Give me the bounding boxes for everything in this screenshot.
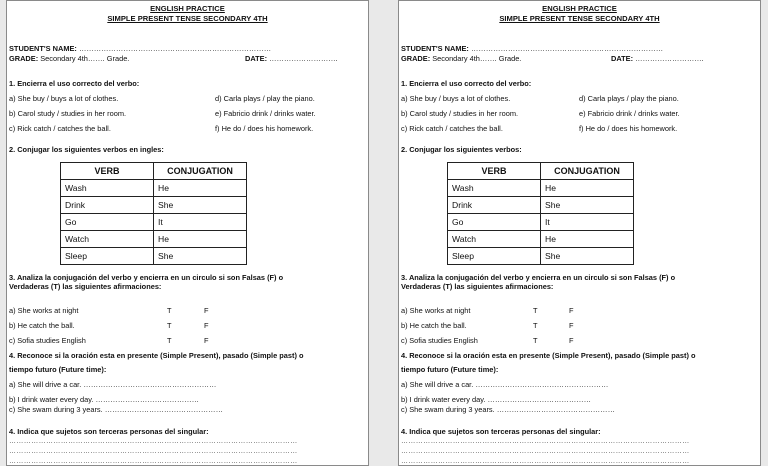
false-option: F — [569, 336, 574, 345]
col-verb: VERB — [448, 163, 541, 180]
table-row: Sleep She — [448, 248, 634, 265]
q1-item: a) She buy / buys a lot of clothes. — [9, 94, 119, 103]
date-line: DATE: ………………………. — [245, 54, 338, 63]
true-option: T — [167, 336, 172, 345]
table-header-row — [448, 163, 634, 180]
q3-heading-cont: Verdaderas (T) las siguientes afirmaciones: — [401, 282, 554, 291]
grade-line: GRADE: Secondary 4th……. Grade. — [401, 54, 522, 63]
q1-heading: 1. Encierra el uso correcto del verbo: — [401, 79, 532, 88]
q4-item: a) She will drive a car. ……………………………………………… — [401, 380, 609, 389]
q4-item: c) She swam during 3 years. ………………………………………… — [9, 405, 223, 414]
true-option: T — [533, 336, 538, 345]
worksheet-title: ENGLISH PRACTICE — [542, 4, 617, 13]
false-option: F — [204, 306, 209, 315]
true-option: T — [533, 306, 538, 315]
q2-heading: 2. Conjugar los siguientes verbos: — [401, 145, 522, 154]
grade-line: GRADE: Secondary 4th……. Grade. — [9, 54, 130, 63]
false-option: F — [569, 306, 574, 315]
table-row: Go It — [448, 214, 634, 231]
q1-item: d) Carla plays / play the piano. — [579, 94, 679, 103]
q3-item: b) He catch the ball. — [401, 321, 467, 330]
q4-heading: 4. Reconoce si la oración esta en presente (Simple Present), pasado (Simple past) o — [401, 351, 696, 360]
q1-item: f) He do / does his homework. — [215, 124, 314, 133]
answer-line: ……………………………………………………………………………………………………… — [9, 458, 298, 465]
q4-item: c) She swam during 3 years. ………………………………………… — [401, 405, 615, 414]
table-row: Watch He — [61, 231, 247, 248]
q3-item: a) She works at night — [401, 306, 471, 315]
q4-heading: 4. Reconoce si la oración esta en presente (Simple Present), pasado (Simple past) o — [9, 351, 304, 360]
table-row: Drink She — [448, 197, 634, 214]
true-option: T — [167, 306, 172, 315]
verb-table — [60, 162, 247, 265]
q3-item: c) Sofia studies English — [401, 336, 478, 345]
false-option: F — [569, 321, 574, 330]
q2-heading: 2. Conjugar los siguientes verbos en ingles: — [9, 145, 164, 154]
table-row: Go It — [61, 214, 247, 231]
q5-heading: 4. Indica que sujetos son terceras personas del singular: — [401, 427, 601, 436]
table-header-row — [61, 163, 247, 180]
worksheet-subtitle: SIMPLE PRESENT TENSE SECONDARY 4TH — [499, 14, 660, 23]
q1-item: c) Rick catch / catches the ball. — [9, 124, 111, 133]
verb-table — [447, 162, 634, 265]
false-option: F — [204, 321, 209, 330]
col-conjugation: CONJUGATION — [541, 163, 634, 180]
table-row: Drink She — [61, 197, 247, 214]
q1-item: e) Fabricio drink / drinks water. — [579, 109, 680, 118]
q3-heading-cont: Verdaderas (T) las siguientes afirmaciones: — [9, 282, 162, 291]
student-name-line: STUDENT'S NAME: …………………………………………………………………… — [9, 44, 272, 53]
q3-item: a) She works at night — [9, 306, 79, 315]
worksheet-title: ENGLISH PRACTICE — [150, 4, 225, 13]
q3-heading: 3. Analiza la conjugación del verbo y encierra en un circulo si son Falsas (F) o — [401, 273, 676, 282]
q1-item: a) She buy / buys a lot of clothes. — [401, 94, 511, 103]
false-option: F — [204, 336, 209, 345]
date-line: DATE: ………………………. — [611, 54, 704, 63]
q1-item: c) Rick catch / catches the ball. — [401, 124, 503, 133]
q5-heading: 4. Indica que sujetos son terceras personas del singular: — [9, 427, 209, 436]
q4-heading-cont: tiempo futuro (Future time): — [9, 365, 107, 374]
q1-item: d) Carla plays / play the piano. — [215, 94, 315, 103]
table-row: Wash He — [61, 180, 247, 197]
col-conjugation: CONJUGATION — [154, 163, 247, 180]
q4-item: b) I drink water every day. …………………………………… — [9, 395, 199, 404]
q1-heading: 1. Encierra el uso correcto del verbo: — [9, 79, 140, 88]
answer-line: ……………………………………………………………………………………………………… — [401, 438, 690, 445]
table-row: Sleep She — [61, 248, 247, 265]
answer-line: ……………………………………………………………………………………………………… — [9, 448, 298, 455]
worksheet-right — [398, 0, 761, 466]
table-row: Watch He — [448, 231, 634, 248]
q3-heading: 3. Analiza la conjugación del verbo y encierra en un circulo si son Falsas (F) o — [9, 273, 284, 282]
q4-item: b) I drink water every day. …………………………………… — [401, 395, 591, 404]
true-option: T — [167, 321, 172, 330]
q4-item: a) She will drive a car. ……………………………………………… — [9, 380, 217, 389]
q1-item: f) He do / does his homework. — [579, 124, 678, 133]
q3-item: b) He catch the ball. — [9, 321, 75, 330]
true-option: T — [533, 321, 538, 330]
q1-item: e) Fabricio drink / drinks water. — [215, 109, 316, 118]
worksheet-subtitle: SIMPLE PRESENT TENSE SECONDARY 4TH — [107, 14, 268, 23]
q1-item: b) Carol study / studies in her room. — [401, 109, 519, 118]
col-verb: VERB — [61, 163, 154, 180]
q4-heading-cont: tiempo futuro (Future time): — [401, 365, 499, 374]
answer-line: ……………………………………………………………………………………………………… — [401, 458, 690, 465]
q3-item: c) Sofia studies English — [9, 336, 86, 345]
worksheet-left — [6, 0, 369, 466]
student-name-line: STUDENT'S NAME: …………………………………………………………………… — [401, 44, 664, 53]
q1-item: b) Carol study / studies in her room. — [9, 109, 127, 118]
answer-line: ……………………………………………………………………………………………………… — [401, 448, 690, 455]
answer-line: ……………………………………………………………………………………………………… — [9, 438, 298, 445]
table-row: Wash He — [448, 180, 634, 197]
